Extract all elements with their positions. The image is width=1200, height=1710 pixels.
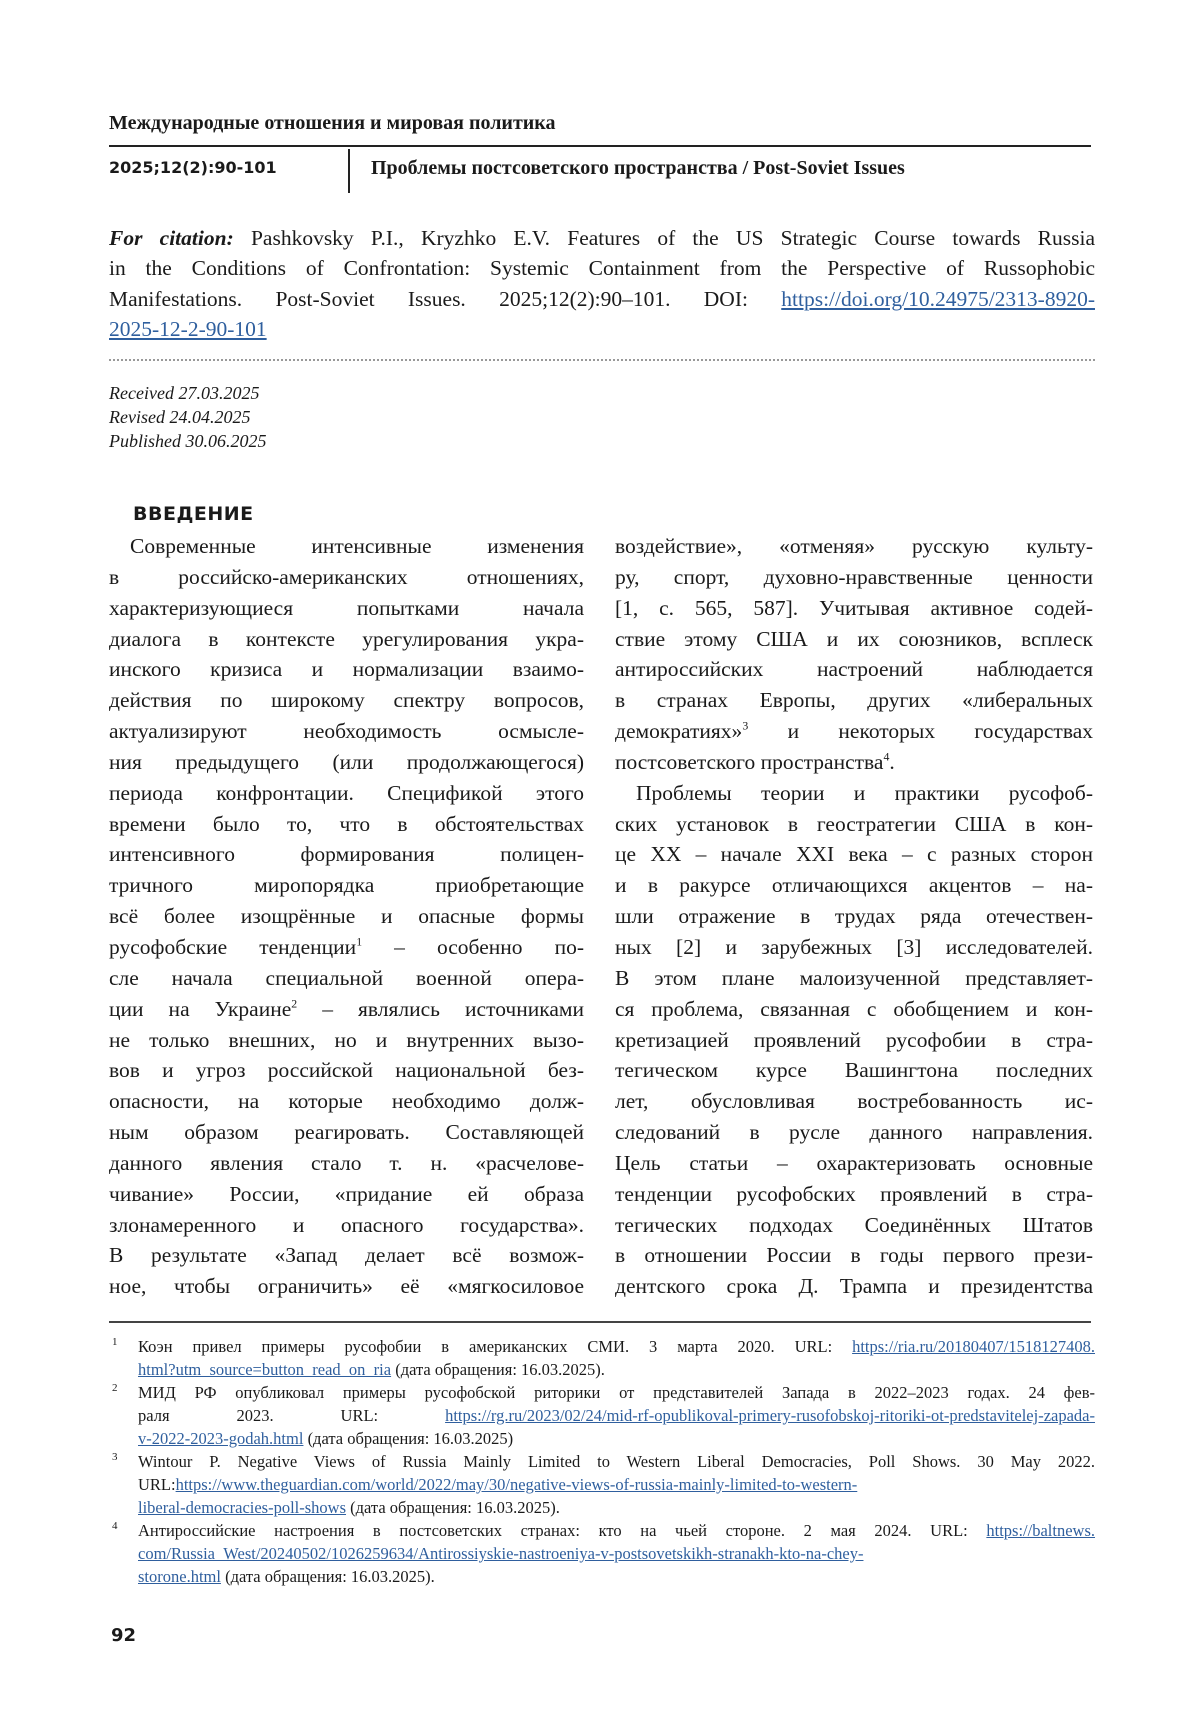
- text-line: liberal-democracies-poll-shows (дата обращения: 16.03.2025).: [138, 1496, 1095, 1519]
- text-line: Коэн привел примеры русофобии в американских СМИ. 3 марта 2020. URL: https://ria.ru/20180407/1518127408.: [138, 1335, 1095, 1358]
- text-line: данного явления стало т. н. «расчелове-: [109, 1148, 584, 1179]
- text-line: кретизацией проявлений русофобии в стра-: [615, 1025, 1093, 1056]
- text-line: ствие этому США и их союзников, всплеск: [615, 624, 1093, 655]
- header-divider: [348, 149, 350, 193]
- text-line: Проблемы теории и практики русофоб-: [615, 778, 1093, 809]
- header-rule: [109, 145, 1091, 147]
- text-line: v-2022-2023-godah.html (дата обращения: 16.03.2025): [138, 1427, 1095, 1450]
- footnote: [109, 1381, 1095, 1450]
- text-line: сле начала специальной военной опера-: [109, 963, 584, 994]
- text-line: в отношении России в годы первого прези-: [615, 1240, 1093, 1271]
- text-line: антироссийских настроений наблюдается: [615, 654, 1093, 685]
- footnote-number: 1: [112, 1331, 118, 1354]
- text-line: ру, спорт, духовно-нравственные ценности: [615, 562, 1093, 593]
- text-line: В этом плане малоизученной представляет-: [615, 963, 1093, 994]
- url-link[interactable]: storone.html: [138, 1567, 221, 1586]
- footnote: [109, 1450, 1095, 1519]
- footnote: [109, 1335, 1095, 1381]
- text-line: постсоветского пространства4.: [615, 747, 1093, 778]
- text-line: демократиях»3 и некоторых государствах: [615, 716, 1093, 747]
- text-line: Цель статьи – охарактеризовать основные: [615, 1148, 1093, 1179]
- citation-label: For citation:: [109, 226, 234, 250]
- journal-title: Международные отношения и мировая политика: [109, 112, 556, 135]
- text-line: русофобские тенденции1 – особенно по-: [109, 932, 584, 963]
- text-line: ных [2] и зарубежных [3] исследователей.: [615, 932, 1093, 963]
- text-line: всё более изощрённые и опасные формы: [109, 901, 584, 932]
- text-line: тегических подходах Соединённых Штатов: [615, 1210, 1093, 1241]
- text-line: следований в русле данного направления.: [615, 1117, 1093, 1148]
- text-line: Антироссийские настроения в постсоветских странах: кто на чьей стороне. 2 мая 2024. URL: https://baltnews.: [138, 1519, 1095, 1542]
- footnote-ref[interactable]: 3: [742, 719, 748, 733]
- text-line: ное, чтобы ограничить» её «мягкосиловое: [109, 1271, 584, 1302]
- url-link[interactable]: html?utm_source=button_read_on_ria: [138, 1360, 391, 1379]
- url-link[interactable]: v-2022-2023-godah.html: [138, 1429, 303, 1448]
- text-line: [109, 314, 1095, 344]
- text-line: тричного миропорядка приобретающие: [109, 870, 584, 901]
- text-line: не только внешних, но и внутренних вызо-: [109, 1025, 584, 1056]
- text-line: ния предыдущего (или продолжающегося): [109, 747, 584, 778]
- url-link[interactable]: com/Russia_West/20240502/1026259634/Antirossiyskie-nastroeniya-v-postsovetskikh-stranakh-kto-na-chey-: [138, 1544, 863, 1563]
- section-title: Проблемы постсоветского пространства / Post-Soviet Issues: [371, 157, 905, 180]
- text-line: ся проблема, связанная с обобщением и кон-: [615, 994, 1093, 1025]
- footnote-number: 4: [112, 1515, 118, 1538]
- text-line: раля 2023. URL: https://rg.ru/2023/02/24/mid-rf-opublikoval-primery-rusofobskoj-ritoriki-ot-predstavitelej-zapada-: [138, 1404, 1095, 1427]
- text-line: интенсивного формирования полицен-: [109, 839, 584, 870]
- url-link[interactable]: https://rg.ru/2023/02/24/mid-rf-opublikoval-primery-rusofobskoj-ritoriki-ot-predstavitelej-zapada-: [445, 1406, 1095, 1425]
- text-line: инского кризиса и нормализации взаимо-: [109, 654, 584, 685]
- page-number: 92: [111, 1625, 136, 1646]
- text-line: in the Conditions of Confrontation: Systemic Containment from the Perspective of Russophobic: [109, 253, 1095, 283]
- footnote-ref[interactable]: 1: [356, 935, 362, 949]
- text-line: в российско-американских отношениях,: [109, 562, 584, 593]
- text-line: storone.html (дата обращения: 16.03.2025).: [138, 1565, 1095, 1588]
- body-column-left: [109, 531, 584, 1302]
- footnote: [109, 1519, 1095, 1588]
- url-link[interactable]: https://doi.org/10.24975/2313-8920-: [781, 287, 1095, 311]
- text-line: В результате «Запад делает всё возмож-: [109, 1240, 584, 1271]
- issue-info: 2025;12(2):90-101: [109, 158, 277, 177]
- url-link[interactable]: https://www.theguardian.com/world/2022/may/30/negative-views-of-russia-mainly-limited-to-western-: [176, 1475, 858, 1494]
- text-line: опасности, на которые необходимо долж-: [109, 1086, 584, 1117]
- text-line: характеризующиеся попытками начала: [109, 593, 584, 624]
- footnote-ref[interactable]: 2: [291, 996, 297, 1010]
- text-line: чивание» России, «придание ей образа: [109, 1179, 584, 1210]
- footnote-number: 3: [112, 1446, 118, 1469]
- text-line: тенденции русофобских проявлений в стра-: [615, 1179, 1093, 1210]
- section-heading-introduction: ВВЕДЕНИЕ: [133, 503, 254, 525]
- text-line: це XX – начале XXI века – с разных сторон: [615, 839, 1093, 870]
- footnote-number: 2: [112, 1377, 118, 1400]
- text-line: лет, обусловливая востребованность ис-: [615, 1086, 1093, 1117]
- url-link[interactable]: 2025-12-2-90-101: [109, 317, 267, 341]
- text-line: воздействие», «отменяя» русскую культу-: [615, 531, 1093, 562]
- published-date: Published 30.06.2025: [109, 429, 267, 453]
- revised-date: Revised 24.04.2025: [109, 405, 267, 429]
- text-line: шли отражение в трудах ряда отечествен-: [615, 901, 1093, 932]
- url-link[interactable]: liberal-democracies-poll-shows: [138, 1498, 346, 1517]
- text-line: периода конфронтации. Спецификой этого: [109, 778, 584, 809]
- text-line: действия по широкому спектру вопросов,: [109, 685, 584, 716]
- text-line: тегическом курсе Вашингтона последних: [615, 1055, 1093, 1086]
- text-line: ских установок в геостратегии США в кон-: [615, 809, 1093, 840]
- url-link[interactable]: https://ria.ru/20180407/1518127408.: [852, 1337, 1095, 1356]
- url-link[interactable]: https://baltnews.: [986, 1521, 1095, 1540]
- text-line: html?utm_source=button_read_on_ria (дата обращения: 16.03.2025).: [138, 1358, 1095, 1381]
- body-column-right: [615, 531, 1093, 1302]
- text-line: актуализируют необходимость осмысле-: [109, 716, 584, 747]
- text-line: [138, 1542, 1095, 1565]
- text-line: Manifestations. Post-Soviet Issues. 2025;12(2):90–101. DOI: https://doi.org/10.24975/2313-8920-: [109, 284, 1095, 314]
- footnote-ref[interactable]: 4: [883, 750, 889, 764]
- text-line: МИД РФ опубликовал примеры русофобской риторики от представителей Запада в 2022–2023 годах. 24 фев-: [138, 1381, 1095, 1404]
- footnotes: [109, 1335, 1095, 1588]
- text-line: в странах Европы, других «либеральных: [615, 685, 1093, 716]
- text-line: злонамеренного и опасного государства».: [109, 1210, 584, 1241]
- text-line: ным образом реагировать. Составляющей: [109, 1117, 584, 1148]
- text-line: ции на Украине2 – являлись источниками: [109, 994, 584, 1025]
- text-line: [1, с. 565, 587]. Учитывая активное содей-: [615, 593, 1093, 624]
- footnote-rule: [109, 1321, 1091, 1323]
- text-line: For citation: Pashkovsky P.I., Kryzhko E.V. Features of the US Strategic Course towards Russia: [109, 223, 1095, 253]
- text-line: диалога в контексте урегулирования укра-: [109, 624, 584, 655]
- text-line: и в ракурсе отличающихся акцентов – на-: [615, 870, 1093, 901]
- article-dates: [109, 381, 267, 453]
- citation-block: [109, 223, 1095, 344]
- text-line: дентского срока Д. Трампа и президентства: [615, 1271, 1093, 1302]
- dotted-divider: [109, 359, 1095, 361]
- text-line: Wintour P. Negative Views of Russia Mainly Limited to Western Liberal Democracies, Poll Shows. 30 May 2022.: [138, 1450, 1095, 1473]
- received-date: Received 27.03.2025: [109, 381, 267, 405]
- text-line: URL:https://www.theguardian.com/world/2022/may/30/negative-views-of-russia-mainly-limited-to-western-: [138, 1473, 1095, 1496]
- text-line: вов и угроз российской национальной без-: [109, 1055, 584, 1086]
- text-line: времени было то, что в обстоятельствах: [109, 809, 584, 840]
- text-line: Современные интенсивные изменения: [109, 531, 584, 562]
